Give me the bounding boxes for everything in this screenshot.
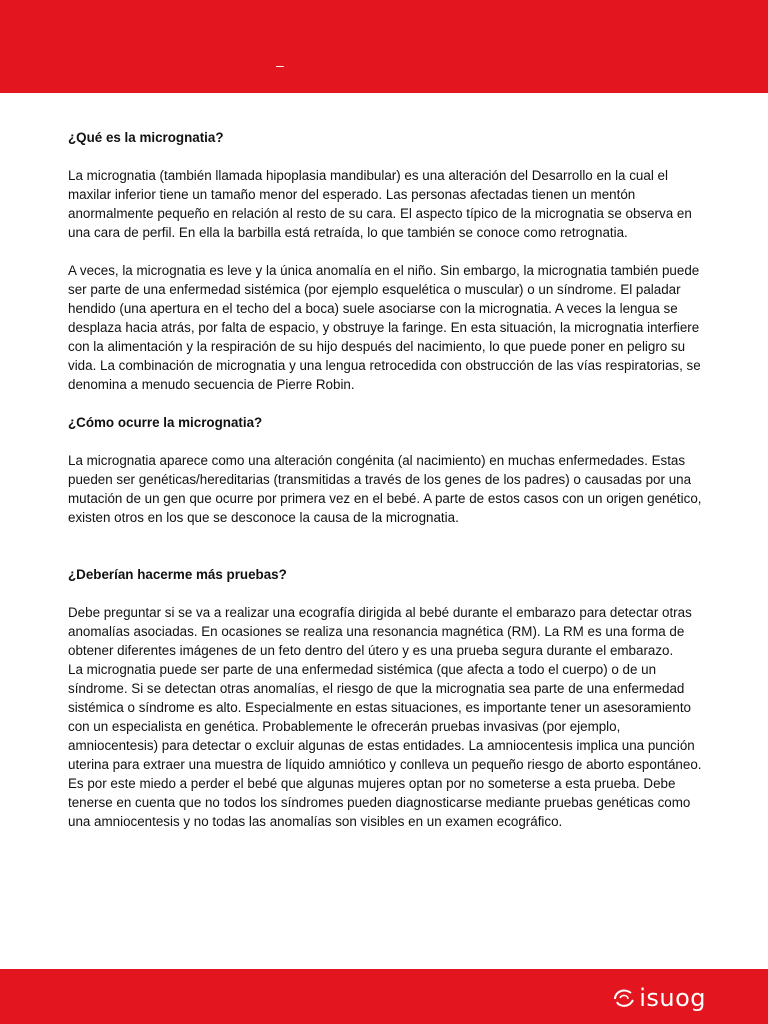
logo-text: isuog xyxy=(639,984,706,1012)
header-dash: – xyxy=(276,57,284,73)
paragraph: La micrognatia puede ser parte de una enfermedad sistémica (que afecta a todo el cuerpo) o de un síndrome. Si se detectan otras anomalías, el riesgo de que la micrognatia sea parte de una enfermedad sistémica o síndrome es alto. Especialmente en estas situaciones, es importante tener un asesoramiento con un especialista en genética. Probablemente le ofrecerán pruebas invasivas (por ejemplo, amniocentesis) para detectar o excluir algunas de estas entidades. La amniocentesis implica una punción uterina para extraer una muestra de líquido amniótico y conlleva un pequeño riesgo de aborto espontáneo. Es por este miedo a perder el bebé que algunas mujeres optan por no someterse a esta prueba. Debe tenerse en cuenta que no todos los síndromes pueden diagnosticarse mediante pruebas genéticas como una amniocentesis y no todas las anomalías son visibles en un examen ecográfico. xyxy=(68,662,702,829)
paragraph: Debe preguntar si se va a realizar una ecografía dirigida al bebé durante el embarazo para detectar otras anomalías asociadas. En ocasiones se realiza una resonancia magnética (RM). La RM es una forma de obtener diferentes imágenes de un feto dentro del útero y es una prueba segura durante el embarazo. xyxy=(68,605,692,658)
paragraph: La micrognatia (también llamada hipoplasia mandibular) es una alteración del Desarrollo en la cual el maxilar inferior tiene un tamaño menor del esperado. Las personas afectadas tienen un mentón anormalmente pequeño en relación al resto de su cara. El aspecto típico de la micrognatia se observa en una cara de perfil. En ella la barbilla está retraída, lo que también se conoce como retrognatia. xyxy=(68,168,692,240)
section-heading-tests: ¿Deberían hacerme más pruebas? xyxy=(68,567,287,582)
document-body xyxy=(68,128,708,831)
section-heading-what: ¿Qué es la micrognatia? xyxy=(68,130,224,145)
paragraph: La micrognatia aparece como una alteración congénita (al nacimiento) en muchas enfermedades. Estas pueden ser genéticas/hereditarias (transmitidas a través de los genes de los padres) o causadas por una mutación de un gen que ocurre por primera vez en el bebé. A parte de estos casos con un origen genético, existen otros en los que se desconoce la causa de la micrognatia. xyxy=(68,453,702,525)
isuog-swirl-logo-icon xyxy=(611,985,637,1011)
isuog-logo[interactable] xyxy=(611,983,706,1013)
paragraph: A veces, la micrognatia es leve y la única anomalía en el niño. Sin embargo, la micrognatia también puede ser parte de una enfermedad sistémica (por ejemplo esquelética o muscular) o un síndrome. El paladar hendido (una apertura en el techo del a boca) suele asociarse con la micrognatia. A veces la lengua se desplaza hacia atrás, por falta de espacio, y obstruye la faringe. En esta situación, la micrognatia interfiere con la alimentación y la respiración de su hijo después del nacimiento, lo que puede poner en peligro su vida. La combinación de micrognatia y una lengua retrocedida con obstrucción de las vías respiratorias, se denomina a menudo secuencia de Pierre Robin. xyxy=(68,263,701,392)
section-heading-how: ¿Cómo ocurre la micrognatia? xyxy=(68,415,263,430)
footer-bar xyxy=(0,969,768,1024)
header-bar xyxy=(0,0,768,93)
